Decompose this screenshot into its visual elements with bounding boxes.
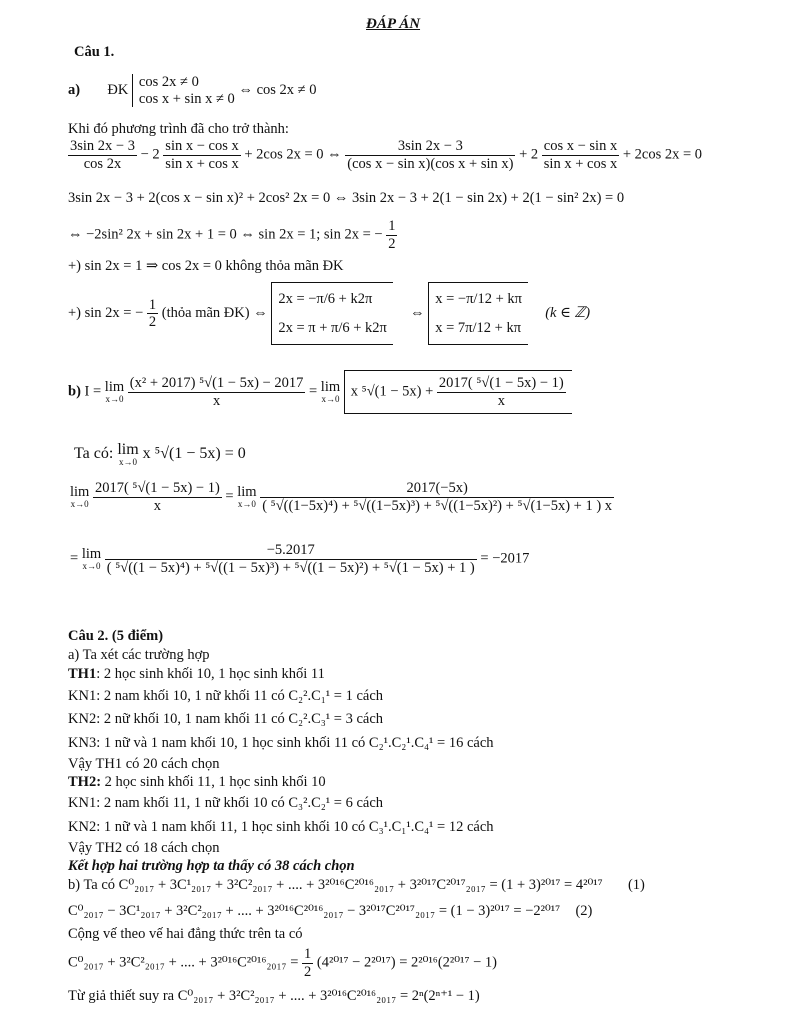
eq1-num1: 3sin 2x − 3 bbox=[70, 138, 135, 154]
q2b-tag1: (1) bbox=[627, 877, 645, 893]
l2-lim-sub-2: x→0 bbox=[237, 498, 256, 509]
q2b-last: Từ giả thiết suy ra C⁰₂₀₁₇ + 3²C²₂₀₁₇ + .... + 3²⁰¹⁶C²⁰¹⁶₂₀₁₇ = 2ⁿ(2ⁿ⁺¹ − 1) bbox=[68, 988, 480, 1004]
q2b-line2 bbox=[68, 903, 592, 920]
eq1-den4: sin x + cos x bbox=[543, 155, 618, 172]
eq3-num: 1 bbox=[388, 218, 396, 234]
q1a-system bbox=[132, 74, 235, 107]
q2-kn1b: KN1: 2 nam khối 11, 1 nữ khối 10 có C₃².C₂¹ = 6 cách bbox=[68, 795, 384, 811]
eq3-den: 2 bbox=[388, 235, 396, 252]
l3-den: ( ⁵√((1 − 5x)⁴) + ⁵√((1 − 5x)³) + ⁵√((1 − 5x)²) + ⁵√(1 − 5x) + 1 ) bbox=[106, 559, 475, 576]
eq1-mid1: − 2 bbox=[140, 146, 160, 163]
l3-lim-sub: x→0 bbox=[82, 560, 101, 571]
case2-den: 2 bbox=[148, 314, 157, 331]
q1a-cond-result: ⇔ cos 2x ≠ 0 bbox=[238, 82, 317, 98]
sum-right: (4²⁰¹⁷ − 2²⁰¹⁷) = 2²⁰¹⁶(2²⁰¹⁷ − 1) bbox=[316, 954, 498, 971]
q1b-limit2: lim x→0 $\frac{\text{2017( ⁵√(1 − 5x) − 1)}}{x}$ = lim x→0 $\frac{2017(-5x)}{\text{( ⁵√((1−5x)⁴) + ⁵√((1−5x)³) + ⁵√((1−5x)²) + ⁵√(1−5x) + 1 ) x}}$ bbox=[70, 480, 613, 514]
th2-text: 2 học sinh khối 11, 1 học sinh khối 10 bbox=[101, 774, 326, 790]
q1b-den2: x bbox=[497, 392, 505, 409]
eq1-num4: cos x − sin x bbox=[543, 138, 618, 154]
q2-vay1: Vậy TH1 có 20 cách chọn bbox=[68, 756, 220, 772]
eq1-num2: sin x − cos x bbox=[165, 138, 239, 154]
q1b-label: b) bbox=[68, 383, 81, 400]
case2-r1: 2x = −π/6 + k2π bbox=[278, 291, 373, 307]
q1a-eq3 bbox=[68, 218, 397, 252]
q1b-lim: lim bbox=[104, 379, 125, 396]
taco-lim: lim bbox=[117, 441, 139, 458]
taco-label: Ta có: bbox=[74, 445, 114, 463]
case2-arrow: ⇔ bbox=[410, 305, 425, 321]
q1b-taco bbox=[74, 442, 246, 467]
eq1-mid2: + 2cos 2x = 0 ⇔ bbox=[244, 146, 342, 163]
q2a-line: a) Ta xét các trường hợp bbox=[68, 647, 210, 663]
eq1-den1: cos 2x bbox=[83, 155, 122, 172]
eq3-left: ⇔ −2sin² 2x + sin 2x + 1 = 0 ⇔ sin 2x = 1; sin 2x = − bbox=[68, 226, 383, 243]
case2-k: (k ∈ ℤ) bbox=[545, 305, 591, 321]
q2b-cong: Cộng vế theo vế hai đẳng thức trên ta có bbox=[68, 926, 303, 942]
l3-end: = −2017 bbox=[480, 550, 530, 567]
l2-den2: ( ⁵√((1−5x)⁴) + ⁵√((1−5x)³) + ⁵√((1−5x)²) + ⁵√(1−5x) + 1 ) x bbox=[262, 497, 613, 514]
eq1-den2: sin x + cos x bbox=[165, 155, 239, 172]
q1b-num2: 2017( ⁵√(1 − 5x) − 1) bbox=[438, 375, 564, 391]
q1a-condition bbox=[68, 74, 316, 107]
q1a-dk: ĐK bbox=[107, 82, 129, 98]
page-title: ĐÁP ÁN bbox=[366, 16, 421, 32]
q1b-eq: = bbox=[308, 383, 318, 400]
taco-expr: x ⁵√(1 − 5x) = 0 bbox=[142, 445, 246, 463]
l3-num: −5.2017 bbox=[105, 542, 477, 560]
case2-r2: 2x = π + π/6 + k2π bbox=[278, 319, 387, 336]
eq1-end: + 2cos 2x = 0 bbox=[622, 146, 703, 163]
q2-th1 bbox=[68, 666, 325, 683]
q1a-case2 bbox=[68, 282, 590, 345]
q1b-lim-sub-2: x→0 bbox=[321, 393, 340, 404]
taco-lim-sub: x→0 bbox=[118, 457, 137, 467]
q2-kn3a: KN3: 1 nữ và 1 nam khối 10, 1 học sinh khối 11 có C₂¹.C₂¹.C₄¹ = 16 cách bbox=[68, 735, 494, 751]
q1a-label: a) bbox=[68, 82, 81, 98]
sum-num: 1 bbox=[304, 946, 312, 962]
q2b-tag2: (2) bbox=[575, 903, 593, 919]
q2-kn1a: KN1: 2 nam khối 10, 1 nữ khối 11 có C₂².C₁¹ = 1 cách bbox=[68, 688, 384, 704]
q1b-bracket bbox=[344, 370, 572, 414]
case2-num: 1 bbox=[148, 296, 157, 313]
l3-lim: lim bbox=[81, 546, 102, 563]
q1b-den1: x bbox=[212, 392, 221, 409]
q2-th2 bbox=[68, 774, 326, 791]
q2b-eq1: b) Ta có C⁰₂₀₁₇ + 3C¹₂₀₁₇ + 3²C²₂₀₁₇ + .... + 3²⁰¹⁶C²⁰¹⁶₂₀₁₇ + 3²⁰¹⁷C²⁰¹⁷₂₀₁₇ = (1 + 3)²⁰¹⁷ = 4²⁰¹⁷ bbox=[68, 877, 603, 893]
case2-note: (thỏa mãn ĐK) ⇔ bbox=[161, 305, 268, 321]
th2-label: TH2: bbox=[68, 774, 102, 790]
q1a-eq2: 3sin 2x − 3 + 2(cos x − sin x)² + 2cos² 2x = 0 ⇔ 3sin 2x − 3 + 2(1 − sin 2x) + 2(1 − sin² 2x) = 0 bbox=[68, 190, 625, 206]
q1b-lim-sub: x→0 bbox=[105, 393, 124, 404]
q2-heading: Câu 2. (5 điểm) bbox=[68, 628, 164, 644]
q1a-cond2: cos x + sin x ≠ 0 bbox=[138, 90, 235, 107]
q1a-cond1: cos 2x ≠ 0 bbox=[138, 74, 199, 90]
case2-bracket-2 bbox=[428, 282, 528, 345]
l2-den: x bbox=[153, 497, 161, 514]
sum-left: C⁰₂₀₁₇ + 3²C²₂₀₁₇ + .... + 3²⁰¹⁶C²⁰¹⁶₂₀₁₇ = bbox=[68, 954, 299, 971]
q2-vay2: Vậy TH2 có 18 cách chọn bbox=[68, 840, 220, 856]
q1a-eq1 bbox=[68, 138, 702, 172]
th1-text: : 2 học sinh khối 10, 1 học sinh khối 11 bbox=[96, 666, 325, 682]
case2-s1: x = −π/12 + kπ bbox=[435, 291, 522, 307]
l2-num2: 2017(−5x) bbox=[260, 480, 614, 498]
q1-heading: Câu 1. bbox=[74, 44, 115, 60]
q2-kn2b: KN2: 1 nữ và 1 nam khối 11, 1 học sinh khối 10 có C₃¹.C₁¹.C₄¹ = 12 cách bbox=[68, 819, 494, 835]
l2-num: 2017( ⁵√(1 − 5x) − 1) bbox=[94, 480, 220, 496]
q2b-eq2: C⁰₂₀₁₇ − 3C¹₂₀₁₇ + 3²C²₂₀₁₇ + .... + 3²⁰¹⁶C²⁰¹⁶₂₀₁₇ − 3²⁰¹⁷C²⁰¹⁷₂₀₁₇ = (1 − 3)²⁰¹⁷ = −2²⁰¹⁷ bbox=[68, 903, 561, 919]
sum-den: 2 bbox=[304, 963, 312, 980]
q1b-r1: x ⁵√(1 − 5x) + bbox=[350, 383, 434, 400]
q2-kn2a: KN2: 2 nữ khối 10, 1 nam khối 11 có C₂².C₃¹ = 3 cách bbox=[68, 711, 384, 727]
case2-s2: x = 7π/12 + kπ bbox=[435, 319, 522, 336]
eq1-den3: (cos x − sin x)(cos x + sin x) bbox=[347, 155, 514, 172]
q1a-case1: +) sin 2x = 1 ⇒ cos 2x = 0 không thỏa mãn ĐK bbox=[68, 258, 344, 274]
l2-lim-sub: x→0 bbox=[70, 498, 89, 509]
q1b-num1: (x² + 2017) ⁵√(1 − 5x) − 2017 bbox=[129, 375, 304, 391]
q2b-sum bbox=[68, 946, 497, 980]
th1-label: TH1 bbox=[68, 666, 97, 682]
case2-bracket-1 bbox=[271, 282, 393, 345]
eq1-mid3: + 2 bbox=[519, 146, 539, 163]
q1a-intro: Khi đó phương trình đã cho trở thành: bbox=[68, 121, 289, 137]
l2-lim-2: lim bbox=[237, 484, 257, 501]
q1b-line bbox=[68, 370, 572, 414]
q2b-line1 bbox=[68, 877, 645, 894]
l2-lim: lim bbox=[70, 484, 90, 501]
eq1-num3: 3sin 2x − 3 bbox=[345, 138, 515, 156]
q2-ketqua: Kết hợp hai trường hợp ta thấy có 38 cách chọn bbox=[68, 858, 355, 874]
case2-left: +) sin 2x = − bbox=[68, 305, 144, 321]
q1b-lim-2: lim bbox=[320, 379, 341, 396]
q1b-I: I = bbox=[84, 383, 102, 400]
q1b-limit3: = lim x→0 −5.2017 ( ⁵√((1 − 5x)⁴) + ⁵√((1 − 5x)³) + ⁵√((1 − 5x)²) + ⁵√(1 − 5x) + 1 ) = −2017 bbox=[70, 542, 530, 576]
